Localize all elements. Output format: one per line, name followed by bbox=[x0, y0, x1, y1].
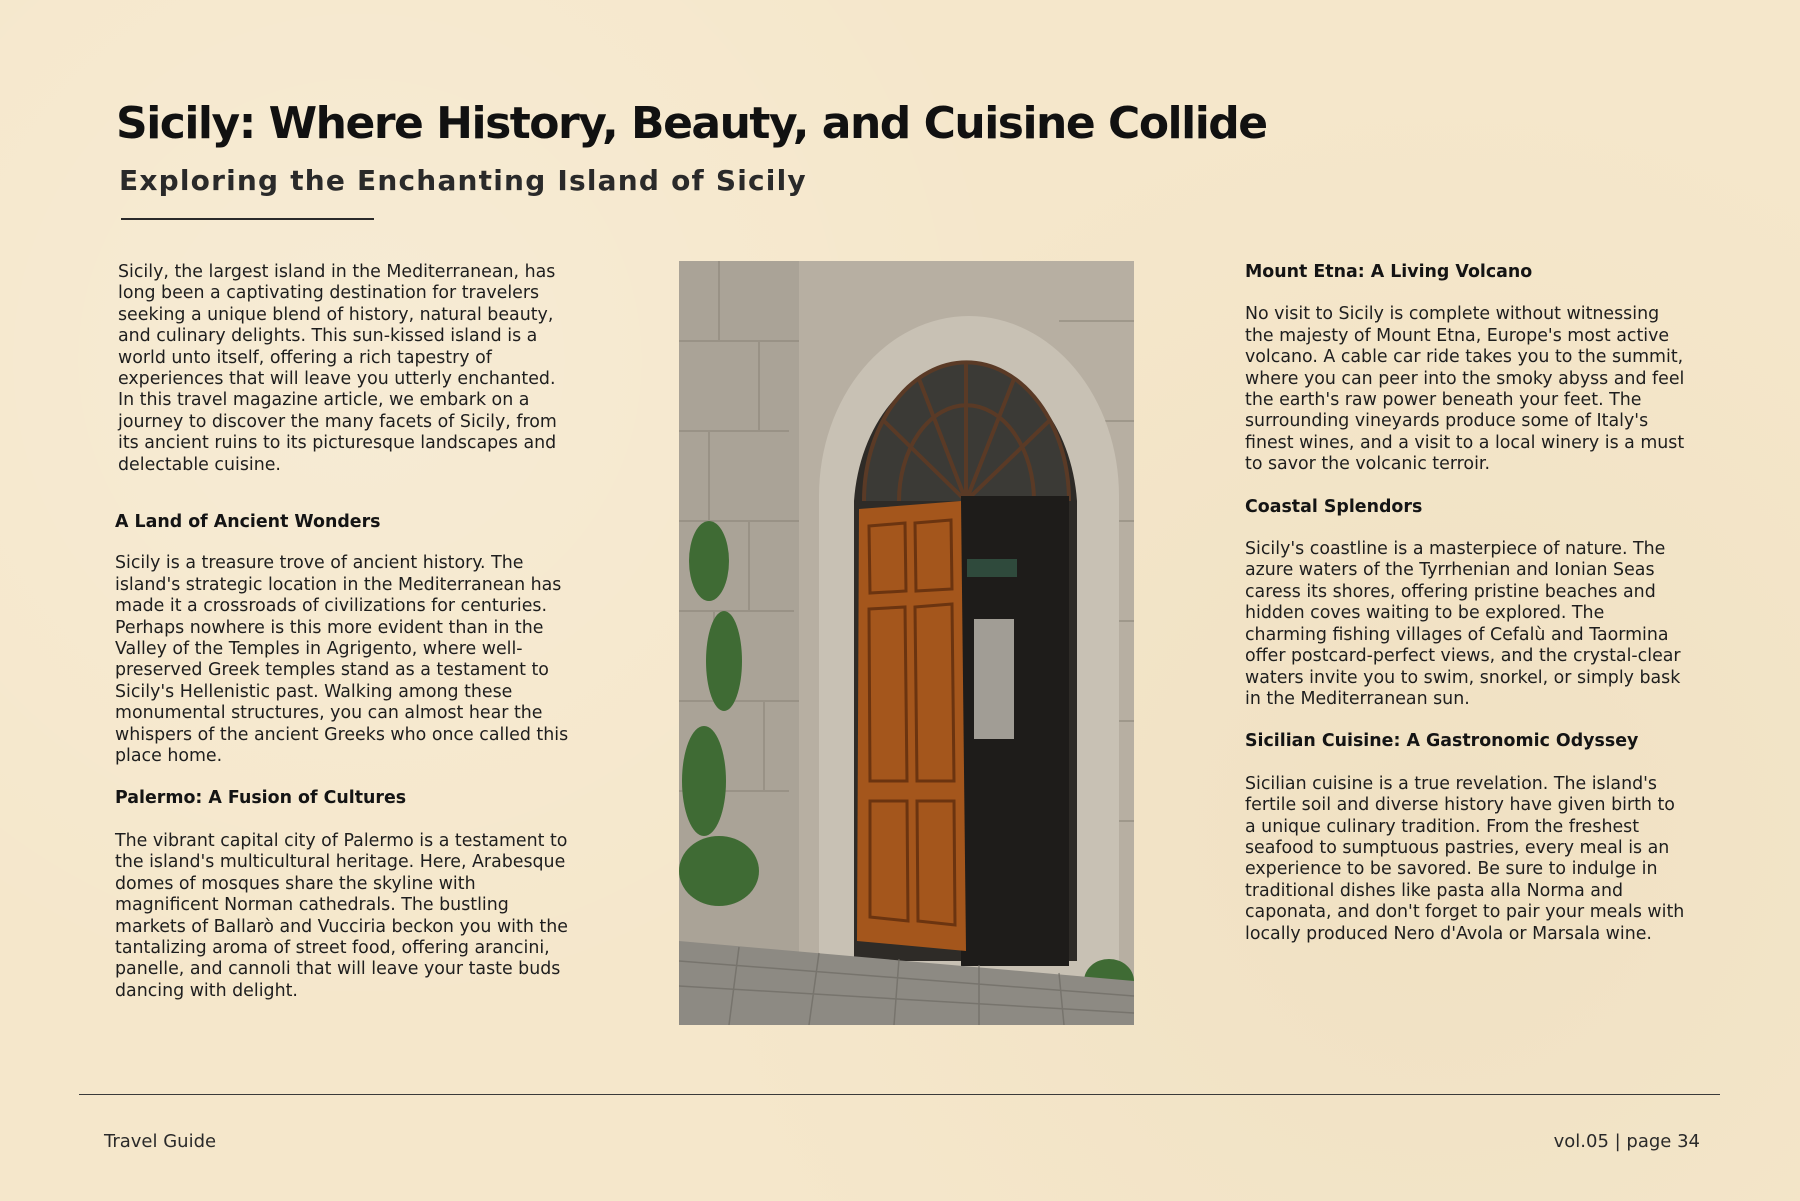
right-column bbox=[1245, 262, 1685, 945]
section-body-mount-etna: No visit to Sicily is complete without witnessing the majesty of Mount Etna, Europe's most active volcano. A cable car ride takes you to the summit, where you can peer into the smoky abyss and feel the earth's raw power beneath your feet. The surrounding vineyards produce some of Italy's finest wines, and a visit to a local winery is a must to savor the volcanic terroir. bbox=[1245, 304, 1685, 475]
section-body-ancient-wonders: Sicily is a treasure trove of ancient history. The island's strategic location in the Mediterranean has made it a crossroads of civilizations for centuries. Perhaps nowhere is this more evident than in the Valley of the Temples in Agrigento, where well-preserved Greek temples stand as a testament to Sicily's Hellenistic past. Walking among these monumental structures, you can almost hear the whispers of the ancient Greeks who once called this place home. bbox=[115, 553, 569, 767]
door-photo bbox=[679, 261, 1134, 1025]
footer-page-number: vol.05 | page 34 bbox=[1553, 1131, 1700, 1152]
section-heading-palermo: Palermo: A Fusion of Cultures bbox=[115, 788, 407, 809]
footer-divider bbox=[79, 1094, 1720, 1095]
intro-paragraph: Sicily, the largest island in the Mediterranean, has long been a captivating destination for travelers seeking a unique blend of history, natural beauty, and culinary delights. This sun-kissed island is a world unto itself, offering a rich tapestry of experiences that will leave you utterly enchanted. In this travel magazine article, we embark on a journey to discover the many facets of Sicily, from its ancient ruins to its picturesque landscapes and delectable cuisine. bbox=[118, 262, 557, 475]
footer-publication-label: Travel Guide bbox=[104, 1131, 217, 1152]
section-body-palermo: The vibrant capital city of Palermo is a testament to the island's multicultural heritage. Here, Arabesque domes of mosques share the skyline with magnificent Norman cathedrals. The bustling markets of Ballarò and Vucciria beckon you with the tantalizing aroma of street food, offering arancini, panelle, and cannoli that will leave your taste buds dancing with delight. bbox=[115, 830, 568, 1001]
section-body-coastal-splendors: Sicily's coastline is a masterpiece of nature. The azure waters of the Tyrrhenian and Ionian Seas caress its shores, offering pristine beaches and hidden coves waiting to be explored. The charming fishing villages of Cefalù and Taormina offer postcard-perfect views, and the crystal-clear waters invite you to swim, snorkel, or simply bask in the Mediterranean sun. bbox=[1245, 539, 1681, 709]
page-subtitle: Exploring the Enchanting Island of Sicily bbox=[119, 164, 807, 197]
section-heading-coastal-splendors: Coastal Splendors bbox=[1245, 496, 1423, 517]
left-column bbox=[115, 512, 575, 1002]
page-title: Sicily: Where History, Beauty, and Cuisine Collide bbox=[116, 98, 1267, 149]
title-underline bbox=[121, 218, 374, 220]
section-heading-sicilian-cuisine: Sicilian Cuisine: A Gastronomic Odyssey bbox=[1245, 731, 1639, 752]
section-heading-ancient-wonders: A Land of Ancient Wonders bbox=[115, 512, 381, 532]
intro-column bbox=[118, 262, 558, 476]
section-body-sicilian-cuisine: Sicilian cuisine is a true revelation. The island's fertile soil and diverse history have given birth to a unique culinary tradition. From the freshest seafood to sumptuous pastries, every meal is an experience to be savored. Be sure to indulge in traditional dishes like pasta alla Norma and caponata, and don't forget to pair your meals with locally produced Nero d'Avola or Marsala wine. bbox=[1245, 773, 1685, 944]
section-heading-mount-etna: Mount Etna: A Living Volcano bbox=[1245, 262, 1533, 282]
